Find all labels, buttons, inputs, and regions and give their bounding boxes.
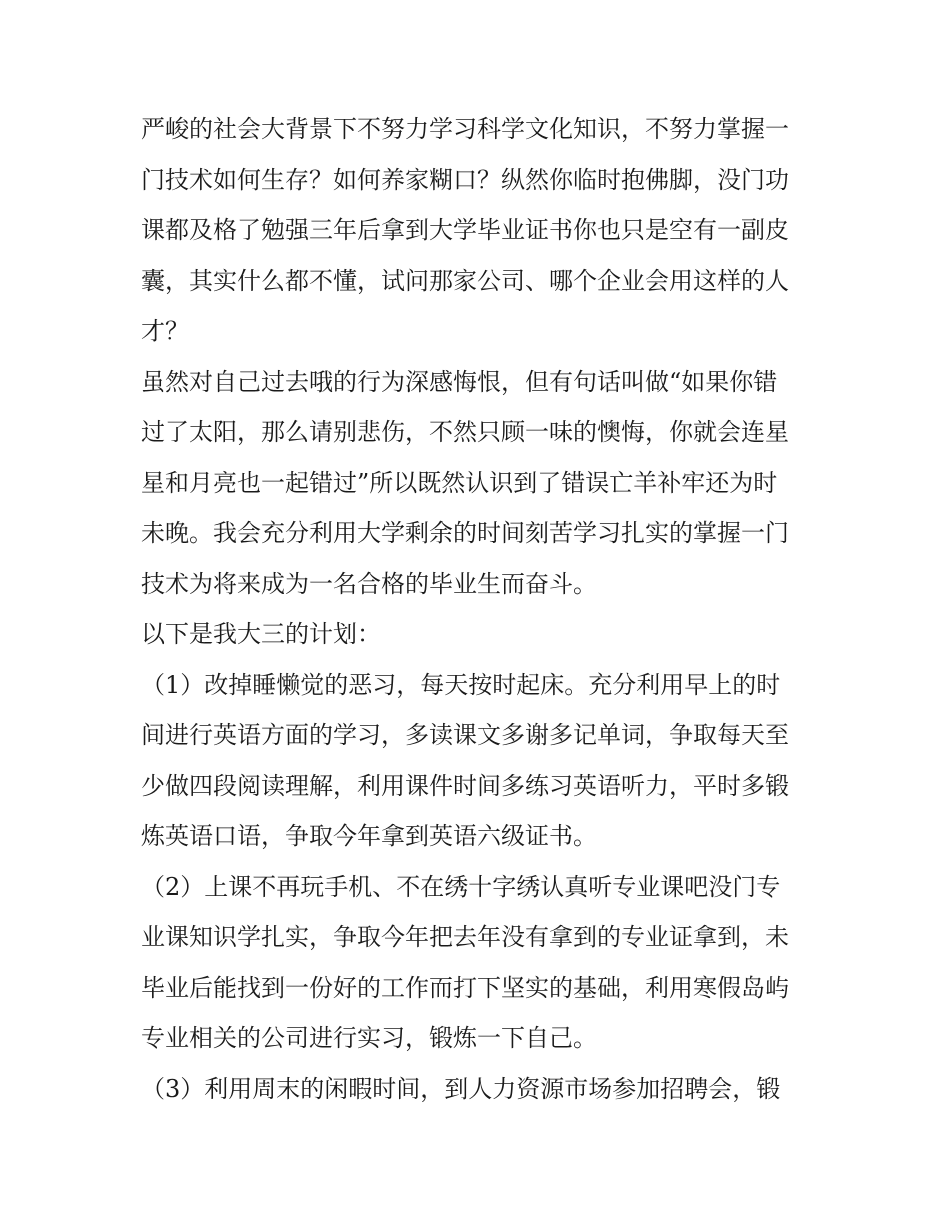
text-line: 以下是我大三的计划： (141, 620, 381, 648)
text-line: 星和月亮也一起错过”所以既然认识到了错误亡羊补牢还为时 (141, 468, 778, 497)
text-line: 虽然对自己过去哦的行为深感悔恨，但有句话叫做“如果你错 (141, 367, 778, 396)
text-line: 炼英语口语，争取今年拿到英语六级证书。 (141, 822, 597, 850)
text-line: （2）上课不再玩手机、不在绣十字绣认真听专业课吧没门专 (141, 872, 781, 901)
text-line: 未晚。我会充分利用大学剩余的时间刻苦学习扎实的掌握一门 (141, 519, 789, 547)
text-line: 课都及格了勉强三年后拿到大学毕业证书你也只是空有一副皮 (141, 216, 789, 244)
paragraph-1 (141, 104, 816, 357)
plan-item-2 (141, 862, 816, 1064)
text-line: 技术为将来成为一名合格的毕业生而奋斗。 (141, 569, 597, 598)
text-line: 专业相关的公司进行实习，锻炼一下自己。 (141, 1024, 597, 1052)
paragraph-3 (141, 609, 816, 660)
text-line: 门技术如何生存？如何养家糊口？纵然你临时抱佛脚，没门功 (141, 165, 789, 194)
text-line: 业课知识学扎实，争取今年把去年没有拿到的专业证拿到，未 (141, 923, 789, 951)
text-line: （3）利用周末的闲暇时间，到人力资源市场参加招聘会，锻 (141, 1074, 781, 1103)
document-body (141, 104, 816, 1114)
text-line: 少做四段阅读理解，利用课件时间多练习英语听力，平时多锻 (141, 771, 789, 800)
text-line: 才？ (141, 317, 189, 345)
text-line: 毕业后能找到一份好的工作而打下坚实的基础，利用寒假岛屿 (141, 973, 789, 1002)
plan-item-3 (141, 1064, 816, 1115)
plan-item-1 (141, 660, 816, 862)
text-line: 囊，其实什么都不懂，试问那家公司、哪个企业会用这样的人 (141, 266, 789, 295)
text-line: 间进行英语方面的学习，多读课文多谢多记单词，争取每天至 (141, 721, 789, 749)
text-line: （1）改掉睡懒觉的恶习，每天按时起床。充分利用早上的时 (141, 670, 781, 699)
paragraph-2 (141, 357, 816, 610)
text-line: 严峻的社会大背景下不努力学习科学文化知识，不努力掌握一 (141, 115, 789, 143)
text-line: 过了太阳，那么请别悲伤，不然只顾一味的懊悔，你就会连星 (141, 418, 789, 446)
